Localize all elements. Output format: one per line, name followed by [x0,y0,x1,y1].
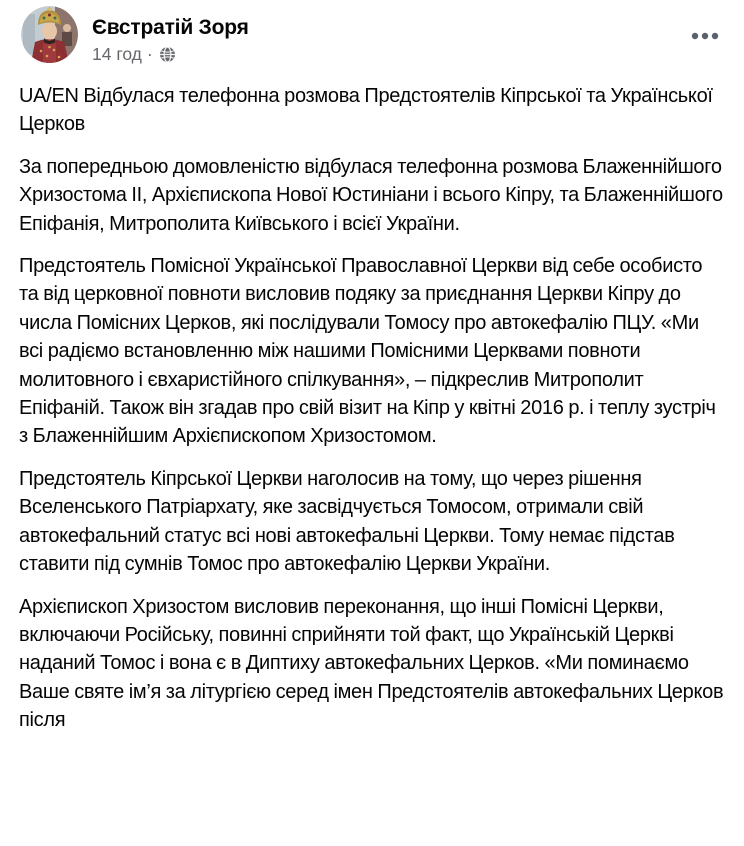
author-avatar[interactable] [21,6,78,63]
post-paragraph: Предстоятель Кіпрської Церкви наголосив на тому, що через рішення Вселенського Патріархату, яке засвідчується Томосом, отримали свій автокефальний статус всі нові автокефальні Церкви. Тому немає підстав ставити під сумнів Томос про автокефалію Церкви України. [19,467,675,576]
post-meta [92,43,249,65]
post-paragraph: За попередньою домовленістю відбулася телефонна розмова Блаженнійшого Хризостома II, Архієпископа Нової Юстиніани і всього Кіпру, та Блаженнійшого Епіфанія, Митрополита Київського і всієї України. [19,155,723,235]
globe-icon [159,46,176,63]
post-timestamp[interactable]: 14 год [92,44,142,64]
post-content [0,82,744,735]
post-header [0,0,744,65]
author-name-link[interactable]: Євстратій Зоря [92,16,249,39]
avatar-photo [21,6,78,63]
more-options-button[interactable] [688,22,722,50]
post-paragraph: Предстоятель Помісної Української Православної Церкви від себе особисто та від церковної повноти висловив подяку за приєднання Церкви Кіпру до числа Помісних Церков, які послідували Томосу про автокефалію ПЦУ. «Ми всі радіємо встановленню між нашими Помісними Церквами повноти молитовного і євхаристійного спілкування», – підкреслив Митрополит Епіфаній. Також він згадав про свій візит на Кіпр у квітні 2016 р. і теплу зустріч з Блаженнійшим Архієпископом Хризостомом. [19,255,716,448]
ellipsis-icon [691,32,719,40]
post-paragraph: Архієпископ Хризостом висловив переконання, що інші Помісні Церкви, включаючи Російську, повинні сприйняти той факт, що Українській Церкві наданий Томос і вона є в Диптиху автокефальних Церков. «Ми поминаємо Ваше святе ім’я за літургією серед імен Предстоятелів автокефальних Церков після [19,595,724,732]
post-paragraph: UA/EN Відбулася телефонна розмова Предстоятелів Кіпрської та Української Церков [19,85,713,136]
meta-separator: · [146,44,153,64]
header-info [92,6,249,65]
